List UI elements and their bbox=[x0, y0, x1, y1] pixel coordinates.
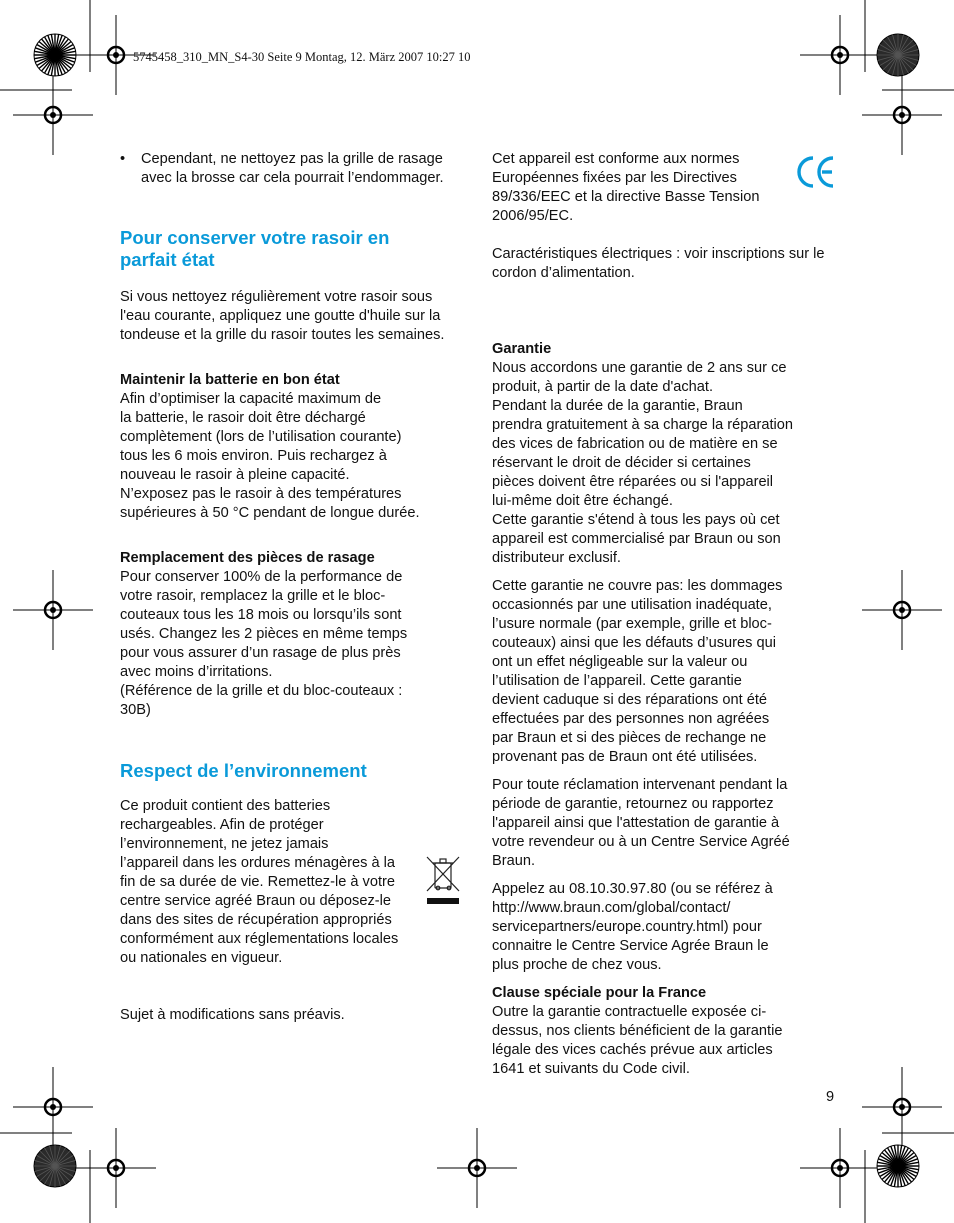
registration-target bbox=[437, 1128, 517, 1208]
footer-note: Sujet à modifications sans préavis. bbox=[120, 1007, 345, 1023]
text-line: occasionnés par une utilisation inadéquate, bbox=[492, 597, 772, 613]
subheading-battery: Maintenir la batterie en bon état bbox=[120, 372, 340, 388]
text-line: Nous accordons une garantie de 2 ans sur ce bbox=[492, 360, 787, 376]
text-line: 89/336/EEC et la directive Basse Tension bbox=[492, 189, 760, 205]
battery-text bbox=[120, 390, 465, 523]
radial-target bbox=[877, 1145, 919, 1187]
text-line: nouveau le rasoir à pleine capacité. bbox=[120, 467, 350, 483]
subheading-warranty: Garantie bbox=[492, 341, 552, 357]
environment-text-narrow bbox=[120, 797, 465, 854]
text-line: prendra gratuitement à sa charge la réparation bbox=[492, 417, 793, 433]
text-line: Européennes fixées par les Directives bbox=[492, 170, 737, 186]
text-line: usés. Changez les 2 pièces en même temps bbox=[120, 626, 408, 642]
text-line: la batterie, le rasoir doit être déchargé bbox=[120, 410, 366, 426]
text-line: ont un effet négligeable sur la valeur ou bbox=[492, 654, 748, 670]
text-line: pièces doivent être réparées ou si l'appareil bbox=[492, 474, 774, 490]
text-line: votre revendeur ou à un Centre Service Agréé bbox=[492, 834, 790, 850]
text-line: rechargeables. Afin de protéger bbox=[120, 817, 324, 833]
warranty-text-4 bbox=[492, 880, 837, 975]
text-line: 2006/95/EC. bbox=[492, 208, 574, 224]
text-line: supérieures à 50 °C pendant de longue durée. bbox=[120, 505, 420, 521]
text-line: Ce produit contient des batteries bbox=[120, 798, 331, 814]
text-line: couteaux tous les 18 mois ou lorsqu’ils sont bbox=[120, 607, 402, 623]
text-line: dessus, nos clients bénéficient de la garantie bbox=[492, 1023, 783, 1039]
text-line: complètement (lors de l’utilisation courante) bbox=[120, 429, 402, 445]
text-line: provenant pas de Braun ont été utilisées. bbox=[492, 749, 758, 765]
registration-target bbox=[862, 1067, 942, 1147]
bullet-symbol: • bbox=[120, 151, 126, 167]
text-line: 30B) bbox=[120, 702, 151, 718]
bullet-item bbox=[120, 150, 465, 188]
registration-target bbox=[862, 75, 942, 155]
text-line: Pour toute réclamation intervenant pendant la bbox=[492, 777, 788, 793]
registration-target bbox=[862, 570, 942, 650]
text-line: fin de sa durée de vie. Remettez-le à votre bbox=[120, 874, 395, 890]
text-line: des vices de fabrication ou de matière en se bbox=[492, 436, 778, 452]
care-text: Si vous nettoyez régulièrement votre rasoir sous l'eau courante, appliquez une goutte d'huile sur la tondeuse et la grille du rasoir toutes les semaines. bbox=[120, 289, 445, 343]
electrical-text: Caractéristiques électriques : voir inscriptions sur le cordon d’alimentation. bbox=[492, 246, 825, 281]
conformity-text bbox=[492, 150, 837, 226]
subheading-parts: Remplacement des pièces de rasage bbox=[120, 550, 375, 566]
heading-care-line1: Pour conserver votre rasoir en bbox=[120, 227, 390, 248]
radial-target bbox=[877, 34, 919, 76]
text-line: plus proche de chez vous. bbox=[492, 957, 662, 973]
text-line: Appelez au 08.10.30.97.80 (ou se référez à bbox=[492, 881, 773, 897]
warranty-text-3 bbox=[492, 776, 837, 871]
text-line: réservant le droit de décider si certaines bbox=[492, 455, 751, 471]
text-line: effectuées par des personnes non agréées bbox=[492, 711, 770, 727]
text-line: l’appareil dans les ordures ménagères à la bbox=[120, 855, 396, 871]
left-column bbox=[120, 150, 465, 1025]
warranty-text-1 bbox=[492, 359, 837, 568]
text-line: l'appareil ainsi que l'attestation de garantie à bbox=[492, 815, 780, 831]
radial-target bbox=[34, 1145, 76, 1187]
text-line: devient caduque si des réparations ont été bbox=[492, 692, 768, 708]
text-line: produit, à partir de la date d'achat. bbox=[492, 379, 714, 395]
right-column bbox=[492, 150, 837, 1079]
text-line: ou nationales en vigueur. bbox=[120, 950, 283, 966]
text-line: Pendant la durée de la garantie, Braun bbox=[492, 398, 743, 414]
registration-target bbox=[800, 15, 880, 95]
crossed-out-wheelie-bin-icon bbox=[424, 855, 462, 907]
text-line: servicepartners/europe.country.html) pour bbox=[492, 919, 762, 935]
text-line: Outre la garantie contractuelle exposée ci- bbox=[492, 1004, 767, 1020]
text-line: par Braun et si des pièces de rechange ne bbox=[492, 730, 767, 746]
text-line: Braun. bbox=[492, 853, 535, 869]
parts-text bbox=[120, 568, 465, 720]
text-line: (Référence de la grille et du bloc-couteaux : bbox=[120, 683, 403, 699]
text-line: http://www.braun.com/global/contact/ bbox=[492, 900, 731, 916]
text-line: pour vous assurer d’un rasage de plus près bbox=[120, 645, 401, 661]
text-line: couteaux) ainsi que les défauts d’usures qui bbox=[492, 635, 776, 651]
text-line: Cette garantie s'étend à tous les pays où cet bbox=[492, 512, 780, 528]
heading-care bbox=[120, 227, 465, 271]
text-line: centre service agréé Braun ou déposez-le bbox=[120, 893, 391, 909]
text-line: l’utilisation de l’appareil. Cette garantie bbox=[492, 673, 742, 689]
text-line: avec moins d’irritations. bbox=[120, 664, 273, 680]
heading-care-line2: parfait état bbox=[120, 249, 215, 270]
text-line: connaitre le Centre Service Agrée Braun le bbox=[492, 938, 769, 954]
bullet-text: Cependant, ne nettoyez pas la grille de rasage avec la brosse car cela pourrait l’endommager. bbox=[141, 151, 444, 186]
registration-target bbox=[13, 1067, 93, 1147]
subheading-clause: Clause spéciale pour la France bbox=[492, 985, 707, 1001]
text-line: 1641 et suivants du Code civil. bbox=[492, 1061, 690, 1077]
text-line: tous les 6 mois environ. Puis rechargez à bbox=[120, 448, 387, 464]
text-line: Cette garantie ne couvre pas: les dommages bbox=[492, 578, 783, 594]
text-line: période de garantie, retournez ou rapportez bbox=[492, 796, 774, 812]
print-slug: 5745458_310_MN_S4-30 Seite 9 Montag, 12. März 2007 10:27 10 bbox=[133, 50, 471, 64]
registration-target bbox=[13, 75, 93, 155]
ce-mark-icon bbox=[796, 154, 836, 190]
registration-target bbox=[13, 570, 93, 650]
registration-target bbox=[800, 1128, 880, 1208]
text-line: Pour conserver 100% de la performance de bbox=[120, 569, 403, 585]
registration-target bbox=[76, 1128, 156, 1208]
text-line: dans des sites de récupération appropriés bbox=[120, 912, 392, 928]
warranty-text-2 bbox=[492, 577, 837, 767]
page-number: 9 bbox=[826, 1089, 835, 1105]
text-line: l’environnement, ne jetez jamais bbox=[120, 836, 329, 852]
text-line: l’usure normale (par exemple, grille et bloc- bbox=[492, 616, 772, 632]
text-line: votre rasoir, remplacez la grille et le bloc- bbox=[120, 588, 386, 604]
clause-text bbox=[492, 1003, 837, 1079]
heading-environment: Respect de l’environnement bbox=[120, 760, 367, 781]
text-line: Afin d’optimiser la capacité maximum de bbox=[120, 391, 382, 407]
radial-target bbox=[34, 34, 76, 76]
text-line: distributeur exclusif. bbox=[492, 550, 621, 566]
text-line: appareil est commercialisé par Braun ou son bbox=[492, 531, 781, 547]
text-line: Cet appareil est conforme aux normes bbox=[492, 151, 740, 167]
text-line: N’exposez pas le rasoir à des températures bbox=[120, 486, 402, 502]
environment-text bbox=[120, 854, 465, 968]
text-line: lui-même doit être échangé. bbox=[492, 493, 673, 509]
text-line: légale des vices cachés prévue aux articles bbox=[492, 1042, 773, 1058]
text-line: conformément aux réglementations locales bbox=[120, 931, 399, 947]
